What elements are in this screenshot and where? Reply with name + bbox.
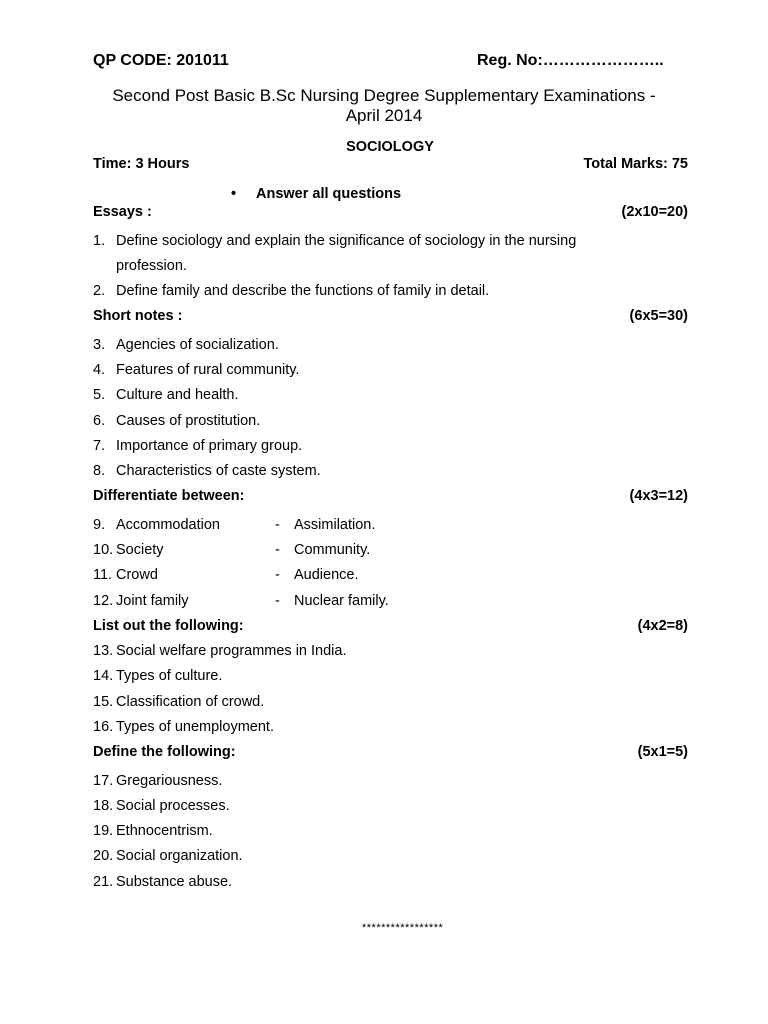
question-text: Define family and describe the functions of family in detail.	[116, 283, 490, 299]
section-title-list-out: List out the following:	[93, 618, 244, 634]
subject-title: SOCIOLOGY	[346, 139, 434, 155]
separator-dash: -	[275, 593, 280, 609]
question-number: 19.	[93, 823, 114, 839]
question-number: 20.	[93, 848, 114, 864]
question-text: Characteristics of caste system.	[116, 463, 321, 479]
term-a: Society	[116, 542, 164, 558]
question-text: Types of culture.	[116, 668, 223, 684]
question-number: 14.	[93, 668, 114, 684]
end-stars: *****************	[362, 922, 444, 934]
question-number: 17.	[93, 773, 114, 789]
question-text: Gregariousness.	[116, 773, 223, 789]
exam-title-line1: Second Post Basic B.Sc Nursing Degree Supplementary Examinations -	[112, 86, 656, 105]
exam-title-line2: April 2014	[345, 106, 423, 125]
question-text: Social processes.	[116, 798, 230, 814]
question-number: 21.	[93, 874, 114, 890]
question-number: 11.	[93, 567, 113, 583]
question-text-continued: profession.	[116, 258, 187, 274]
question-number: 2.	[93, 283, 106, 299]
question-text: Causes of prostitution.	[116, 413, 261, 429]
question-number: 3.	[93, 337, 106, 353]
instruction-text: Answer all questions	[256, 186, 402, 202]
question-text: Agencies of socialization.	[116, 337, 279, 353]
question-number: 9.	[93, 517, 106, 533]
term-b: Nuclear family.	[294, 593, 389, 609]
section-marks-short-notes: (6x5=30)	[629, 308, 688, 324]
bullet-icon: •	[231, 186, 237, 202]
term-a: Crowd	[116, 567, 158, 583]
question-number: 13.	[93, 643, 114, 659]
question-number: 6.	[93, 413, 106, 429]
question-text: Social welfare programmes in India.	[116, 643, 347, 659]
question-number: 8.	[93, 463, 106, 479]
question-number: 12.	[93, 593, 114, 609]
question-number: 15.	[93, 694, 114, 710]
separator-dash: -	[275, 542, 280, 558]
term-a: Joint family	[116, 593, 189, 609]
term-a: Accommodation	[116, 517, 220, 533]
separator-dash: -	[275, 567, 280, 583]
term-b: Assimilation.	[294, 517, 376, 533]
section-title-differentiate: Differentiate between:	[93, 488, 245, 504]
term-b: Audience.	[294, 567, 359, 583]
separator-dash: -	[275, 517, 280, 533]
question-number: 10.	[93, 542, 114, 558]
question-number: 1.	[93, 233, 106, 249]
question-text: Define sociology and explain the significance of sociology in the nursing	[116, 233, 577, 249]
section-marks-define: (5x1=5)	[637, 744, 688, 760]
reg-no: Reg. No:…………………..	[477, 52, 664, 69]
qp-code: QP CODE: 201011	[93, 52, 229, 69]
section-title-essays: Essays :	[93, 204, 152, 220]
section-marks-list-out: (4x2=8)	[637, 618, 688, 634]
question-text: Types of unemployment.	[116, 719, 274, 735]
question-text: Substance abuse.	[116, 874, 233, 890]
question-number: 5.	[93, 387, 106, 403]
question-number: 16.	[93, 719, 114, 735]
section-title-short-notes: Short notes :	[93, 308, 183, 324]
question-text: Ethnocentrism.	[116, 823, 213, 839]
term-b: Community.	[294, 542, 371, 558]
question-number: 4.	[93, 362, 106, 378]
question-text: Features of rural community.	[116, 362, 300, 378]
question-text: Importance of primary group.	[116, 438, 303, 454]
section-marks-differentiate: (4x3=12)	[629, 488, 688, 504]
question-number: 7.	[93, 438, 106, 454]
total-marks: Total Marks: 75	[583, 156, 688, 172]
exam-time: Time: 3 Hours	[93, 156, 190, 172]
section-marks-essays: (2x10=20)	[621, 204, 688, 220]
question-number: 18.	[93, 798, 114, 814]
question-text: Culture and health.	[116, 387, 239, 403]
question-text: Classification of crowd.	[116, 694, 265, 710]
section-title-define: Define the following:	[93, 744, 236, 760]
question-text: Social organization.	[116, 848, 243, 864]
